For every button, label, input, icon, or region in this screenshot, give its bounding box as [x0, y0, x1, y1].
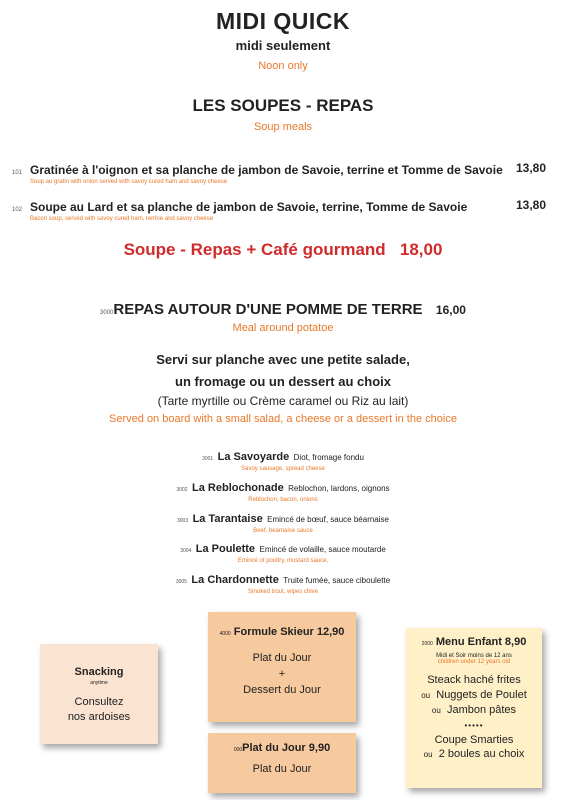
platjour-title: Plat du Jour 9,90 — [242, 742, 331, 754]
soup-combo-price: 18,00 — [399, 240, 443, 259]
enfant-line-3-row — [406, 704, 542, 716]
snacking-card — [40, 644, 158, 744]
dish-name: La Poulette — [195, 543, 256, 555]
enfant-number: 2000 — [421, 641, 433, 647]
dish-en: Emincé of poultry, mustard sauce, — [237, 558, 329, 564]
dish-reblochonade — [0, 478, 566, 503]
soup-combo — [0, 240, 566, 260]
dish-desc: Diot, fromage fondu — [293, 453, 364, 462]
potato-desc-3: (Tarte myrtille ou Crème caramel ou Riz au lait) — [157, 394, 409, 408]
page-title: MIDI QUICK — [215, 8, 351, 34]
item-number: 102 — [12, 207, 23, 213]
dish-number: 3005 — [175, 579, 187, 585]
enfant-line-4: Coupe Smarties — [434, 734, 514, 746]
dish-number: 3003 — [177, 518, 189, 524]
enfant-or-1: ou — [421, 691, 431, 700]
dish-en: Reblochon, bacon, onions — [248, 497, 318, 503]
soup-item-102 — [12, 198, 552, 222]
dish-name: La Savoyarde — [217, 451, 290, 463]
item-name: Soupe au Lard et sa planche de jambon de Savoie, terrine, Tomme de Savoie — [30, 200, 468, 214]
dish-en: Beef, bearnaise sauce — [253, 528, 313, 534]
item-price: 13,80 — [515, 161, 546, 175]
enfant-line-2: Nuggets de Poulet — [436, 689, 527, 701]
enfant-title: Menu Enfant 8,90 — [435, 636, 527, 648]
snacking-line-2: nos ardoises — [67, 711, 131, 723]
snacking-sub: anytime — [90, 680, 108, 686]
dish-en: Savoy sausage, spread cheese — [241, 466, 325, 472]
potato-desc-1: Servi sur planche avec une petite salade, — [156, 352, 410, 367]
dish-name: La Chardonnette — [191, 574, 279, 586]
enfant-line-2-row — [406, 689, 542, 701]
skieur-number: 4000 — [219, 631, 231, 637]
snacking-line-1: Consultez — [74, 696, 124, 708]
platjour-line-1: Plat du Jour — [252, 763, 312, 775]
potato-number: 3000 — [100, 310, 114, 316]
enfant-separator: ••••• — [464, 721, 484, 730]
item-en: Bacon soup, served with savoy cured ham, terrine and savoy cheese — [30, 216, 214, 222]
potato-heading — [0, 301, 566, 319]
dish-name: La Tarantaise — [192, 513, 263, 525]
potato-title-en: Meal around potatoe — [232, 322, 334, 334]
enfant-heading — [406, 636, 542, 648]
plat-du-jour-card — [208, 733, 356, 793]
enfant-sub: Midi et Soir moins de 12 ans — [436, 653, 512, 659]
dish-poulette — [0, 539, 566, 564]
soups-title: LES SOUPES - REPAS — [192, 96, 374, 115]
dish-desc: Reblochon, lardons, oignons — [288, 484, 390, 493]
enfant-or-3: ou — [423, 750, 433, 759]
soups-title-en: Soup meals — [253, 121, 313, 133]
skieur-plus: + — [278, 668, 286, 680]
potato-title: REPAS AUTOUR D'UNE POMME DE TERRE — [113, 301, 423, 318]
enfant-line-1: Steack haché frites — [427, 674, 521, 686]
platjour-number: 000 — [233, 747, 243, 753]
page-subtitle: midi seulement — [235, 38, 331, 53]
item-number: 101 — [12, 170, 23, 176]
formule-skieur-card — [208, 612, 356, 722]
enfant-line-5: 2 boules au choix — [438, 748, 525, 760]
potato-price: 16,00 — [435, 303, 466, 317]
enfant-sub-en: children under 12 years old — [437, 659, 511, 665]
platjour-heading — [208, 742, 356, 754]
dish-number: 3002 — [176, 487, 188, 493]
dish-desc: Truite fumée, sauce ciboulette — [283, 576, 391, 585]
soup-combo-label: Soupe - Repas + Café gourmand — [123, 240, 386, 259]
dish-en: Smoked trout, wipes chive — [247, 589, 319, 595]
item-en: Soup au gratin with onion served with savoy cured ham and savoy cheese — [30, 179, 228, 185]
dish-savoyarde — [0, 447, 566, 472]
potato-desc-en: Served on board with a small salad, a cheese or a dessert in the choice — [109, 413, 457, 425]
skieur-line-1: Plat du Jour — [252, 652, 312, 664]
enfant-line-3: Jambon pâtes — [446, 704, 517, 716]
dish-number: 3004 — [180, 548, 192, 554]
menu-enfant-card — [406, 628, 542, 788]
skieur-heading — [208, 626, 356, 638]
enfant-or-2: ou — [431, 706, 441, 715]
dish-chardonnette — [0, 570, 566, 595]
soup-item-101 — [12, 161, 552, 185]
enfant-line-5-row — [406, 748, 542, 760]
item-name: Gratinée à l'oignon et sa planche de jambon de Savoie, terrine et Tomme de Savoie — [30, 163, 503, 177]
dish-number: 3001 — [202, 456, 214, 462]
snacking-title: Snacking — [74, 666, 124, 678]
dish-name: La Reblochonade — [192, 482, 284, 494]
item-price: 13,80 — [515, 198, 546, 212]
potato-desc-2: un fromage ou un dessert au choix — [175, 374, 391, 389]
skieur-title: Formule Skieur 12,90 — [233, 626, 345, 638]
dish-desc: Emincé de volaille, sauce moutarde — [259, 545, 386, 554]
dish-tarantaise — [0, 509, 566, 534]
page-subtitle-en: Noon only — [258, 60, 308, 72]
dish-desc: Emincé de bœuf, sauce béarnaise — [267, 515, 389, 524]
skieur-line-2: Dessert du Jour — [243, 684, 321, 696]
